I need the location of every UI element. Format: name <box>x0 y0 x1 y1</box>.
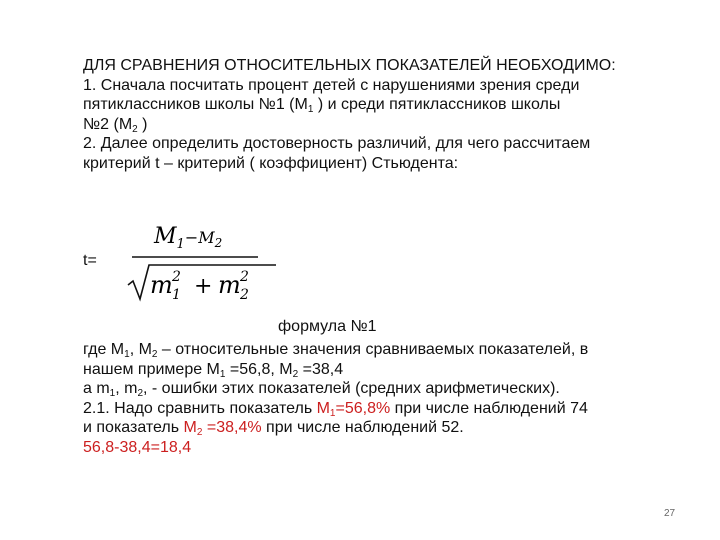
subscript: 1 <box>307 104 314 115</box>
subscript: 1 <box>109 388 116 399</box>
text-span: , - ошибки этих показателей (средних арифметических). <box>143 380 560 397</box>
subscript: 2 <box>292 368 299 380</box>
subscript: 1 <box>219 368 226 380</box>
numerator-M1: $M_1^-M2$ <box>154 224 223 252</box>
text-span: где М <box>83 341 125 358</box>
step-1-line-cont <box>83 95 616 115</box>
highlight-m1: $М_1=56,8\%$ <box>316 399 391 419</box>
plus-sign: + <box>194 274 213 299</box>
student-t-formula <box>118 215 288 305</box>
step-2-line-cont: критерий t – критерий ( коэффициент) Стьюдента: <box>83 154 459 172</box>
subscript: 2 <box>151 349 158 360</box>
text-span: №2 (М <box>83 115 133 133</box>
heading-line: ДЛЯ СРАВНЕНИЯ ОТНОСИТЕЛЬНЫХ ПОКАЗАТЕЛЕЙ НЕОБХОДИМО: <box>83 57 616 74</box>
text-span: 2.1. Надо сравнить показатель <box>83 399 317 417</box>
step-1-line-end <box>83 115 616 135</box>
den-sub-2: 2 <box>240 287 249 303</box>
text-span: =56,8, М <box>225 360 293 378</box>
text-span: нашем примере М <box>83 360 220 378</box>
subscript: 2 <box>132 123 138 135</box>
denominator-m2-squared: m <box>218 271 241 299</box>
formula-caption: формула №1 <box>278 318 377 335</box>
subscript: 2 <box>137 388 144 399</box>
errors-line <box>83 379 588 399</box>
den-sub-1: 1 <box>172 287 181 303</box>
highlight-m2: $М_2 =38,4\%$ <box>183 419 262 438</box>
intro-text <box>83 56 616 173</box>
example-line <box>83 360 588 380</box>
text-span: а m <box>83 380 110 397</box>
text-span: , m <box>115 380 138 397</box>
text-span: – относительные значения сравниваемых показателей, в <box>157 341 589 358</box>
page-number: 27 <box>664 508 676 519</box>
text-span: пятиклассников школы №1 (М <box>83 96 308 113</box>
denominator-m1-squared: m <box>150 271 173 299</box>
step-2-line: 2. Далее определить достоверность различий, для чего рассчитаем <box>83 135 591 152</box>
text-span: ) и среди пятиклассников школы <box>313 96 561 113</box>
details-text <box>83 340 588 457</box>
definition-line <box>83 340 588 360</box>
t-equals-label: t= <box>83 252 97 269</box>
text-span: ) <box>137 115 148 133</box>
text-span: , М <box>129 341 152 358</box>
subscript: 1 <box>124 349 130 360</box>
compare-line-2 <box>83 418 588 438</box>
text-span: =38,4 <box>298 360 344 378</box>
compare-line-1 <box>83 399 588 419</box>
text-span: и показатель <box>83 419 184 436</box>
den-sup-1: 2 <box>172 269 181 285</box>
difference-result: 56,8-38,4=18,4 <box>83 438 192 456</box>
den-sup-2: 2 <box>240 269 249 285</box>
step-1-line: 1. Сначала посчитать процент детей с нарушениями зрения среди <box>83 76 580 94</box>
text-span: при числе наблюдений 52. <box>261 419 464 436</box>
text-span: при числе наблюдений 74 <box>390 399 588 417</box>
